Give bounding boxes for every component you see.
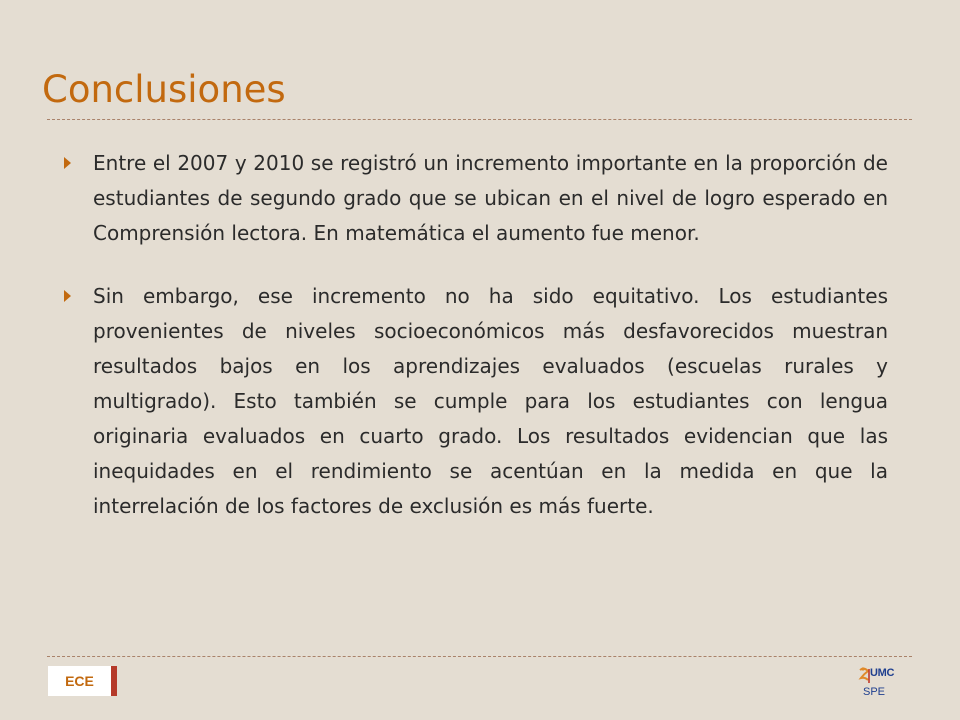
bullet-text: Entre el 2007 y 2010 se registró un incremento importante en la proporción de estudiantes de segundo grado que se ubican en el nivel de logro esperado en Comprensión lectora. En matemática el aumento fue menor. [93,151,888,245]
umc-logo [850,666,900,706]
bullet-list [64,146,888,552]
slide-title: Conclusiones [42,68,286,111]
triangle-right-icon [64,290,71,302]
bullet-item [64,279,888,524]
logo-text: UMC [870,667,895,679]
footer-divider [47,656,912,657]
ece-badge-label: ECE [65,673,94,689]
logo-subtext: SPE [863,686,886,698]
ece-badge [48,666,117,696]
bullet-text: Sin embargo, ese incremento no ha sido equitativo. Los estudiantes provenientes de niveles socioeconómicos más desfavorecidos muestran resultados bajos en los aprendizajes evaluados (escuelas rurales y multigrado). Esto también se cumple para los estudiantes con lengua originaria evaluados en cuarto grado. Los resultados evidencian que las inequidades en el rendimiento se acentúan en la medida en que la interrelación de los factores de exclusión es más fuerte. [93,284,888,518]
triangle-right-icon [64,157,71,169]
title-divider [47,119,912,120]
bullet-item [64,146,888,251]
